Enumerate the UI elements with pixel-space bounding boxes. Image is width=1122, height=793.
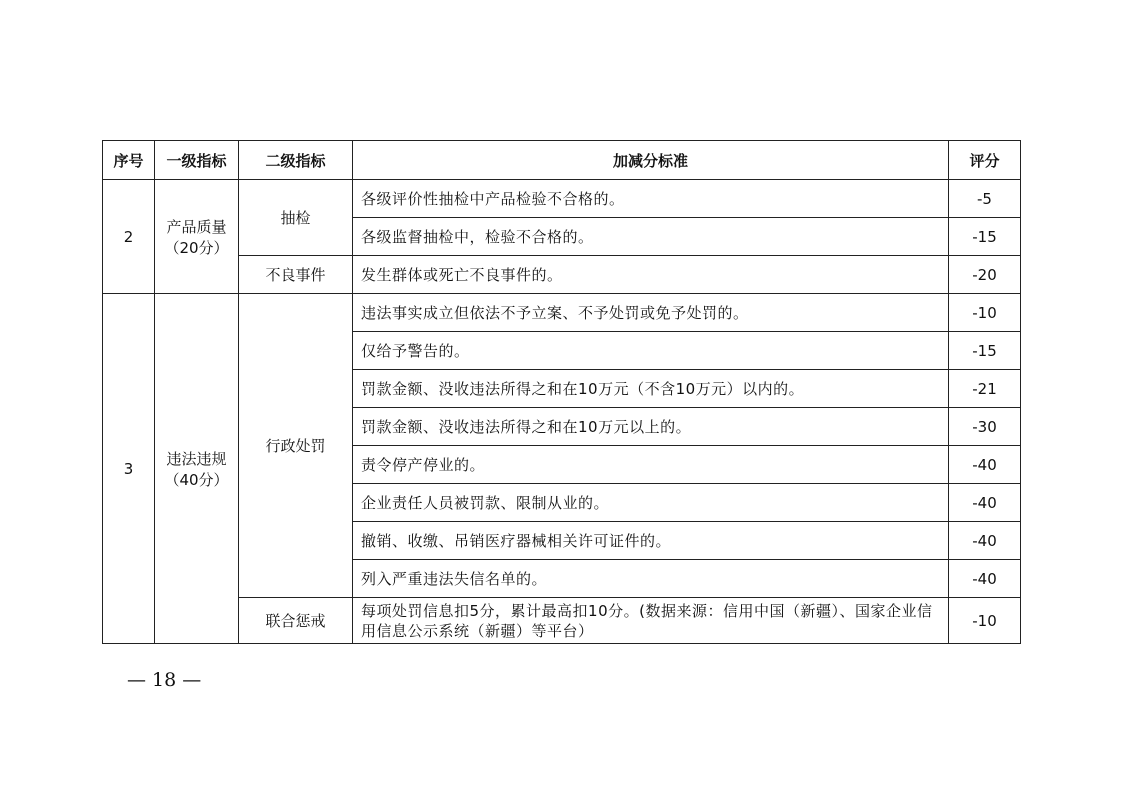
page-number: — 18 — [127,669,202,691]
score-value: -30 [949,408,1021,446]
section-level1 [155,180,239,294]
header-no: 序号 [103,141,155,180]
score-value: -40 [949,446,1021,484]
score-value: -15 [949,218,1021,256]
score-value: -40 [949,522,1021,560]
section-no: 2 [103,180,155,294]
table-row [103,180,1021,218]
level1-points: （20分） [164,238,229,257]
score-value: -40 [949,560,1021,598]
score-value: -21 [949,370,1021,408]
table-header-row [103,141,1021,180]
criteria-text: 仅给予警告的。 [353,332,949,370]
score-value: -10 [949,294,1021,332]
level2-label: 抽检 [239,180,353,256]
header-score: 评分 [949,141,1021,180]
score-value: -15 [949,332,1021,370]
criteria-text: 罚款金额、没收违法所得之和在10万元以上的。 [353,408,949,446]
evaluation-table [102,140,1021,644]
score-value: -10 [949,598,1021,644]
criteria-text: 企业责任人员被罚款、限制从业的。 [353,484,949,522]
score-value: -20 [949,256,1021,294]
criteria-text: 列入严重违法失信名单的。 [353,560,949,598]
criteria-text: 各级评价性抽检中产品检验不合格的。 [353,180,949,218]
header-level1: 一级指标 [155,141,239,180]
table-row [103,598,1021,644]
table-row [103,294,1021,332]
score-value: -5 [949,180,1021,218]
header-level2: 二级指标 [239,141,353,180]
section-level1 [155,294,239,644]
level2-label: 不良事件 [239,256,353,294]
criteria-text: 责令停产停业的。 [353,446,949,484]
criteria-text: 撤销、收缴、吊销医疗器械相关许可证件的。 [353,522,949,560]
table-row [103,256,1021,294]
criteria-text: 违法事实成立但依法不予立案、不予处罚或免予处罚的。 [353,294,949,332]
header-criteria: 加减分标准 [353,141,949,180]
level2-label: 行政处罚 [239,294,353,598]
level2-label: 联合惩戒 [239,598,353,644]
score-value: -40 [949,484,1021,522]
criteria-text: 每项处罚信息扣5分，累计最高扣10分。(数据来源：信用中国（新疆）、国家企业信用信息公示系统（新疆）等平台） [353,598,949,644]
level1-points: （40分） [164,470,229,489]
criteria-text: 各级监督抽检中，检验不合格的。 [353,218,949,256]
level1-label: 违法违规 [166,449,227,468]
criteria-text: 发生群体或死亡不良事件的。 [353,256,949,294]
section-no: 3 [103,294,155,644]
criteria-text: 罚款金额、没收违法所得之和在10万元（不含10万元）以内的。 [353,370,949,408]
level1-label: 产品质量 [166,217,227,236]
